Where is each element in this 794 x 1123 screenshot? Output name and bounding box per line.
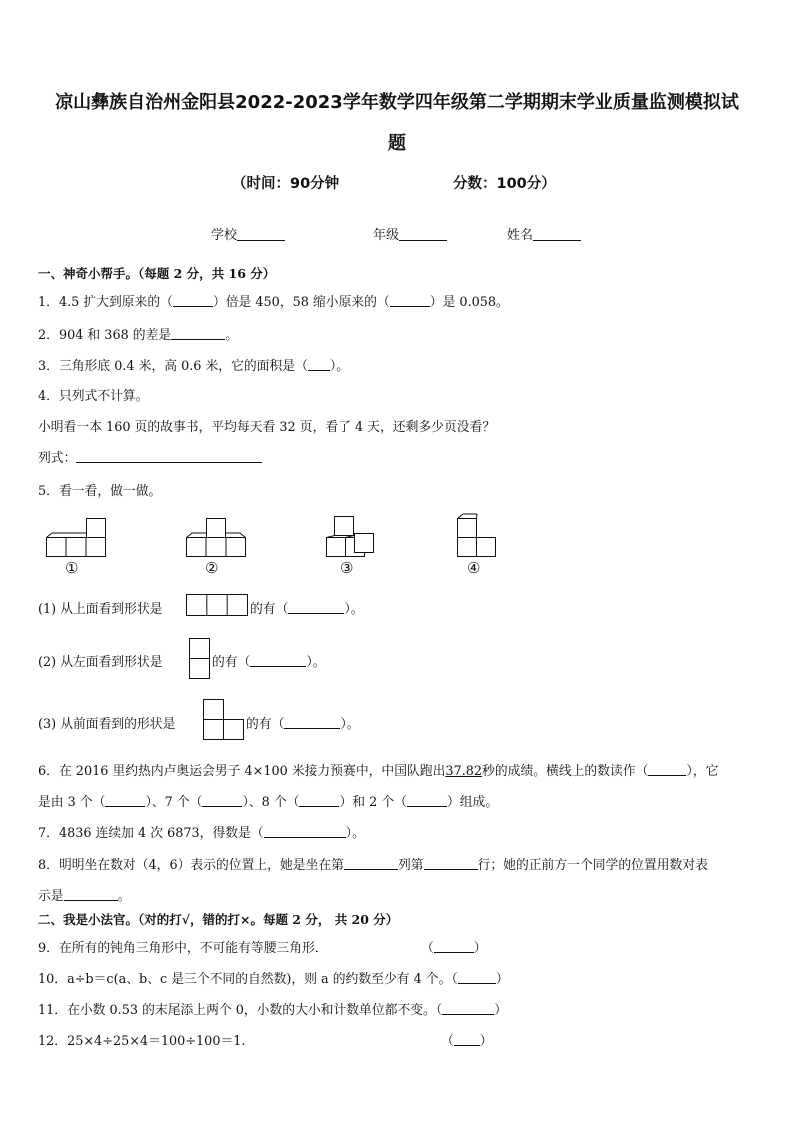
q8-text-c: 行；她的正前方一个同学的位置用数对表	[477, 858, 708, 873]
question-5-3	[38, 713, 175, 732]
q10-blank[interactable]	[458, 971, 496, 984]
q8-blank-pair[interactable]	[64, 888, 118, 901]
q5-1-blank[interactable]	[288, 601, 344, 614]
q9-paren-right: ）	[473, 941, 487, 956]
q6-text-h: ）组成。	[446, 795, 499, 810]
question-9: 9．在所有的钝角三角形中，不可能有等腰三角形．	[38, 941, 328, 956]
cube-figure-1	[46, 518, 106, 558]
q3-text-a: 3．三角形底 0.4 米，高 0.6 米，它的面积是（	[38, 359, 308, 374]
question-5-1	[38, 598, 163, 617]
q8-text-e: 。	[117, 889, 131, 904]
question-4-title: 4．只列式不计算。	[38, 389, 149, 404]
figure-label-1: ①	[65, 559, 79, 577]
school-blank[interactable]	[237, 227, 285, 241]
school-field	[211, 224, 285, 243]
question-8-line1	[38, 854, 708, 873]
question-7	[38, 822, 365, 841]
school-label: 学校	[211, 228, 238, 243]
question-4-answer	[38, 447, 262, 466]
q6-text-d: 是由 3 个（	[38, 795, 106, 810]
q1-text-b: ）倍是 450，58 缩小原来的（	[212, 295, 390, 310]
q9-blank[interactable]	[434, 940, 474, 953]
top-view-shape	[186, 594, 248, 616]
cube-figure-4	[457, 518, 497, 558]
q5-2-text-a: (2) 从左面看到形状是	[38, 655, 163, 670]
q1-text-c: ）是 0.058。	[429, 295, 509, 310]
cube-figure-3	[326, 516, 376, 558]
exam-title-line2: 题	[388, 133, 406, 154]
exam-time: （时间：90分钟	[232, 176, 340, 192]
q3-text-b: ）。	[329, 359, 350, 374]
q12-paren-right: ）	[479, 1034, 493, 1049]
q11-paren-right: ）	[494, 1003, 508, 1018]
question-1	[38, 291, 509, 310]
q5-3-blank[interactable]	[284, 716, 340, 729]
question-9-answer	[421, 937, 487, 956]
q8-blank-col[interactable]	[344, 857, 398, 870]
q6-blank-2[interactable]	[202, 794, 242, 807]
q7-text-a: 7．4836 连续加 4 次 6873，得数是（	[38, 826, 264, 841]
q5-1-text-a: (1) 从上面看到形状是	[38, 602, 163, 617]
q6-text-a: 6．在 2016 里约热内卢奥运会男子 4×100 米接力预赛中，中国队跑出	[38, 764, 446, 779]
grade-field	[373, 224, 447, 243]
name-field	[507, 224, 581, 243]
q5-3-text-a: (3) 从前面看到的形状是	[38, 717, 176, 732]
q7-blank[interactable]	[264, 825, 346, 838]
q12-paren-left: （	[441, 1034, 454, 1049]
question-5-2	[38, 651, 163, 670]
exam-title-line1: 凉山彝族自治州金阳县2022-2023学年数学四年级第二学期期末学业质量监测模拟试	[55, 92, 739, 113]
question-4-body: 小明看一本 160 页的故事书，平均每天看 32 页，看了 4 天，还剩多少页没看？	[38, 420, 496, 435]
name-blank[interactable]	[533, 227, 581, 241]
q10-paren-right: ）	[495, 972, 509, 987]
q3-blank[interactable]	[308, 358, 330, 371]
left-view-shape	[189, 638, 211, 680]
section2-heading: 二、我是小法官。（对的打√，错的打×。每题 2 分， 共 20 分）	[38, 912, 399, 927]
grade-blank[interactable]	[399, 227, 447, 241]
cube-figure-2	[186, 518, 246, 558]
question-5-1-answer	[250, 598, 364, 617]
grade-label: 年级	[373, 228, 400, 243]
q6-underlined-number: 37.82	[445, 764, 483, 779]
q2-blank[interactable]	[171, 327, 225, 340]
figure-label-4: ④	[467, 559, 481, 577]
q11-blank[interactable]	[442, 1002, 494, 1015]
q6-blank-read[interactable]	[648, 763, 686, 776]
figure-label-3: ③	[340, 559, 354, 577]
question-10	[38, 968, 509, 987]
q12-blank[interactable]	[454, 1033, 480, 1046]
question-11	[38, 999, 507, 1018]
q8-text-b: 列第	[397, 858, 424, 873]
question-3	[38, 355, 349, 374]
question-8-line2	[38, 885, 130, 904]
figure-label-2: ②	[205, 559, 219, 577]
front-view-shape	[203, 699, 245, 741]
question-12-answer	[441, 1030, 493, 1049]
q8-text-a: 8．明明坐在数对（4，6）表示的位置上，她是坐在第	[38, 858, 344, 873]
q5-1-text-b: 的有（	[250, 602, 289, 617]
q8-blank-row[interactable]	[424, 857, 478, 870]
question-5-2-answer	[212, 651, 326, 670]
q5-3-text-b: 的有（	[246, 717, 285, 732]
q6-text-b: 秒的成绩。横线上的数读作（	[482, 764, 649, 779]
q1-blank-2[interactable]	[390, 294, 430, 307]
question-5-title: 5．看一看，做一做。	[38, 484, 162, 499]
question-12: 12．25×4÷25×4＝100÷100＝1.	[38, 1034, 246, 1049]
q6-text-f: ）、8 个（	[242, 795, 300, 810]
question-2	[38, 324, 238, 343]
q5-2-blank[interactable]	[250, 654, 306, 667]
q10-text: 10．a÷b＝c(a、b、c 是三个不同的自然数)，则 a 的约数至少有 4 个。（	[38, 972, 458, 987]
q2-text-b: 。	[225, 328, 238, 343]
q6-blank-4[interactable]	[407, 794, 447, 807]
q1-text-a: 1．4.5 扩大到原来的（	[38, 295, 173, 310]
q2-text-a: 2．904 和 368 的差是	[38, 328, 172, 343]
q6-text-e: ）、7 个（	[145, 795, 203, 810]
q7-text-b: ）。	[345, 826, 365, 841]
q5-1-text-c: ）。	[344, 602, 364, 617]
question-5-3-answer	[246, 713, 360, 732]
section1-heading: 一、神奇小帮手。（每题 2 分，共 16 分）	[38, 266, 276, 281]
q5-2-text-c: ）。	[306, 655, 326, 670]
q4-label: 列式：	[38, 451, 77, 466]
exam-score: 分数：100分）	[453, 176, 556, 192]
q8-text-d: 示是	[38, 889, 64, 904]
q1-blank-1[interactable]	[173, 294, 213, 307]
q6-blank-1[interactable]	[105, 794, 145, 807]
q4-answer-blank[interactable]	[76, 450, 262, 463]
q5-2-text-b: 的有（	[212, 655, 251, 670]
q6-blank-3[interactable]	[299, 794, 339, 807]
name-label: 姓名	[507, 228, 534, 243]
q11-text: 11．在小数 0.53 的末尾添上两个 0，小数的大小和计数单位都不变。（	[38, 1003, 443, 1018]
question-6-line2	[38, 791, 498, 810]
q5-3-text-c: ）。	[340, 717, 360, 732]
q9-paren-left: （	[421, 941, 434, 956]
q6-text-g: ）和 2 个（	[339, 795, 407, 810]
q6-text-c: ），它	[686, 764, 719, 779]
question-6-line1	[38, 760, 718, 779]
